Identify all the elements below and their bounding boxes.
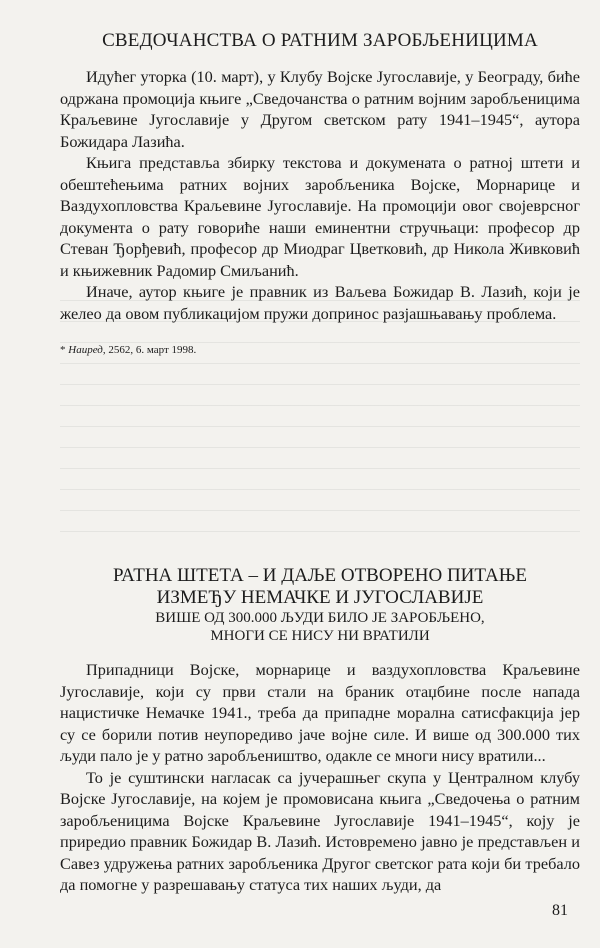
article-2-subtitle-line-2: МНОГИ СЕ НИСУ НИ ВРАТИЛИ	[210, 628, 430, 644]
article-1	[60, 30, 580, 362]
article-1-title: СВЕДОЧАНСТВА О РАТНИМ ЗАРОБЉЕНИЦИМА	[102, 30, 538, 51]
article-2-paragraph: То је суштински нагласак са јучерашњег скупа у Централном клубу Војске Југославије, на којем је промовисана књига „Сведочења о ратним заробљеницима Војске Краљевине Југославије 1941–1945“, коју је приредио правник Божидар В. Лазић. Истовремено јавно је представљен и Савез удружења ратних заробљеника Другог светског рата који би требало да помогне у разрешавању статуса тих наших људи, да	[60, 767, 580, 894]
article-1-paragraph: Иначе, аутор књиге је правник из Ваљева Божидар В. Лазић, који је желео да овом публикацијом пружи допринос разјашњавању проблема.	[60, 282, 580, 323]
page-number: 81	[552, 902, 568, 919]
footnote-mark: *	[60, 344, 66, 356]
article-1-paragraph: Идућег уторка (10. март), у Клубу Војске Југославије, у Београду, биће одржана промоција књиге „Сведочанства о ратним војним заробљеницима Краљевине Југославије у Другом светском рату 1941–1945“, аутора Божидара Лазића.	[60, 67, 580, 151]
article-1-paragraph: Књига представља збирку текстова и докумената о ратној штети и обештећењима ратних војних заробљеника Војске, Морнарице и Ваздухопловства Краљевине Југославије. На промоцији овог својеврсног документа о рату говориће наши еминентни стручњаци: професор др Стеван Ђорђевић, професор др Миодраг Цветковић, др Никола Живковић и књижевник Радомир Смиљанић.	[60, 153, 580, 280]
article-2	[60, 565, 580, 896]
footnote-source: Наиред	[68, 344, 103, 356]
article-2-subtitle-line-1: ВИШЕ ОД 300.000 ЉУДИ БИЛО ЈЕ ЗАРОБЉЕНО,	[155, 610, 485, 626]
article-2-paragraph: Припадници Војске, морнарице и ваздухопловства Краљевине Југославије, који су први стали на браник отаџбине после напада нацистичке Немачке 1941., треба да припадне морална сатисфакција јер су се борили потив неупоредиво јаче војне силе. И више од 300.000 тих људи пало је у ратно заробљеништво, одакле се многи нису вратили...	[60, 660, 580, 765]
article-2-title-line-1: РАТНА ШТЕТА – И ДАЉЕ ОТВОРЕНО ПИТАЊЕ	[113, 565, 527, 586]
footnote	[60, 340, 580, 362]
footnote-details: , 2562, 6. март 1998.	[102, 344, 197, 356]
article-2-title-line-2: ИЗМЕЂУ НЕМАЧКЕ И ЈУГОСЛАВИЈЕ	[156, 587, 484, 608]
